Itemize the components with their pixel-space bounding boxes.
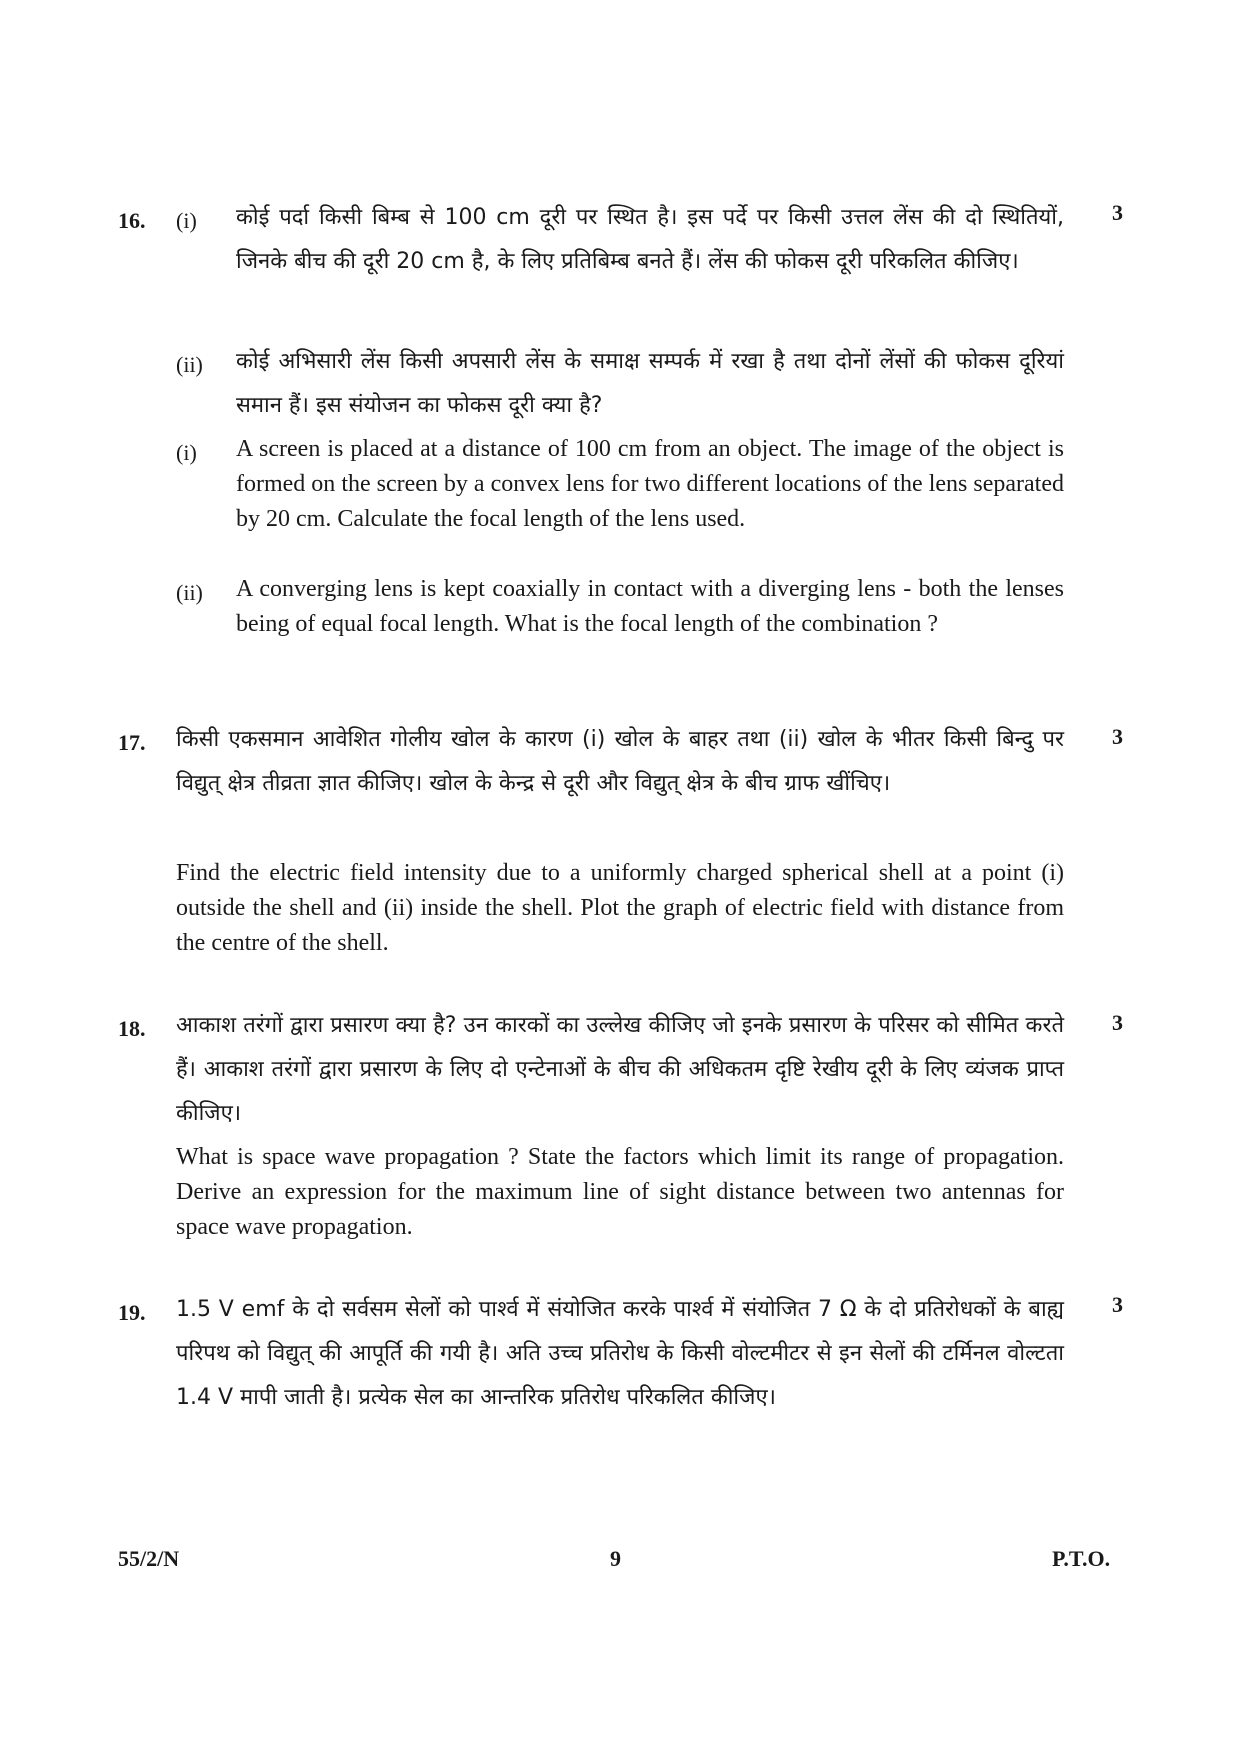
question-marks: 3 [1112,724,1123,749]
question-number: 16. [118,208,146,233]
question-english-text: What is space wave propagation ? State the factors which limit its range of propagation. Derive an expression for the maximum line of sight distance between two antennas for space wave propagation. [176,1144,1064,1240]
part-label: (i) [176,208,197,233]
question-hindi-text: किसी एकसमान आवेशित गोलीय खोल के कारण (i) खोल के बाहर तथा (ii) खोल के भीतर किसी बिन्दु पर विद्युत् क्षेत्र तीव्रता ज्ञात कीजिए। खोल के केन्द्र से दूरी और विद्युत् क्षेत्र के बीच ग्राफ खींचिए। [176,727,1064,796]
pto-label: P.T.O. [1052,1546,1111,1571]
part-hindi-text: कोई अभिसारी लेंस किसी अपसारी लेंस के समाक्ष सम्पर्क में रखा है तथा दोनों लेंसों की फोकस दूरियां समान हैं। इस संयोजन का फोकस दूरी क्या है? [236,349,1064,418]
part-label: (ii) [176,580,203,605]
question-number: 17. [118,730,146,755]
question-number: 18. [118,1016,146,1041]
question-hindi-text: आकाश तरंगों द्वारा प्रसारण क्या है? उन कारकों का उल्लेख कीजिए जो इनके प्रसारण के परिसर को सीमित करते हैं। आकाश तरंगों द्वारा प्रसारण के लिए दो एन्टेनाओं के बीच की अधिकतम दृष्टि रेखीय दूरी के लिए व्यंजक प्राप्त कीजिए। [176,1013,1064,1126]
question-marks: 3 [1112,1292,1123,1317]
question-english-text: Find the electric field intensity due to a uniformly charged spherical shell at a point (i) outside the shell and (ii) inside the shell. Plot the graph of electric field with distance from the centre of the shell. [176,860,1064,956]
part-english-text: A converging lens is kept coaxially in contact with a diverging lens - both the lenses being of equal focal length. What is the focal length of the combination ? [236,576,1064,637]
page-number: 9 [610,1546,621,1571]
part-hindi-text: कोई पर्दा किसी बिम्ब से 100 cm दूरी पर स्थित है। इस पर्दे पर किसी उत्तल लेंस की दो स्थितियों, जिनके बीच की दूरी 20 cm है, के लिए प्रतिबिम्ब बनते हैं। लेंस की फोकस दूरी परिकलित कीजिए। [236,205,1064,274]
question-marks: 3 [1112,200,1123,225]
question-number: 19. [118,1300,146,1325]
part-label: (ii) [176,352,203,377]
part-english-text: A screen is placed at a distance of 100 cm from an object. The image of the object is formed on the screen by a convex lens for two different locations of the lens separated by 20 cm. Calculate the focal length of the lens used. [236,436,1064,532]
paper-code: 55/2/N [118,1546,180,1571]
question-marks: 3 [1112,1010,1123,1035]
part-label: (i) [176,440,197,465]
question-hindi-text: 1.5 V emf के दो सर्वसम सेलों को पार्श्व में संयोजित करके पार्श्व में संयोजित 7 Ω के दो प्रतिरोधकों के बाह्य परिपथ को विद्युत् की आपूर्ति की गयी है। अति उच्च प्रतिरोध के किसी वोल्टमीटर से इन सेलों की टर्मिनल वोल्टता 1.4 V मापी जाती है। प्रत्येक सेल का आन्तरिक प्रतिरोध परिकलित कीजिए। [176,1297,1064,1410]
